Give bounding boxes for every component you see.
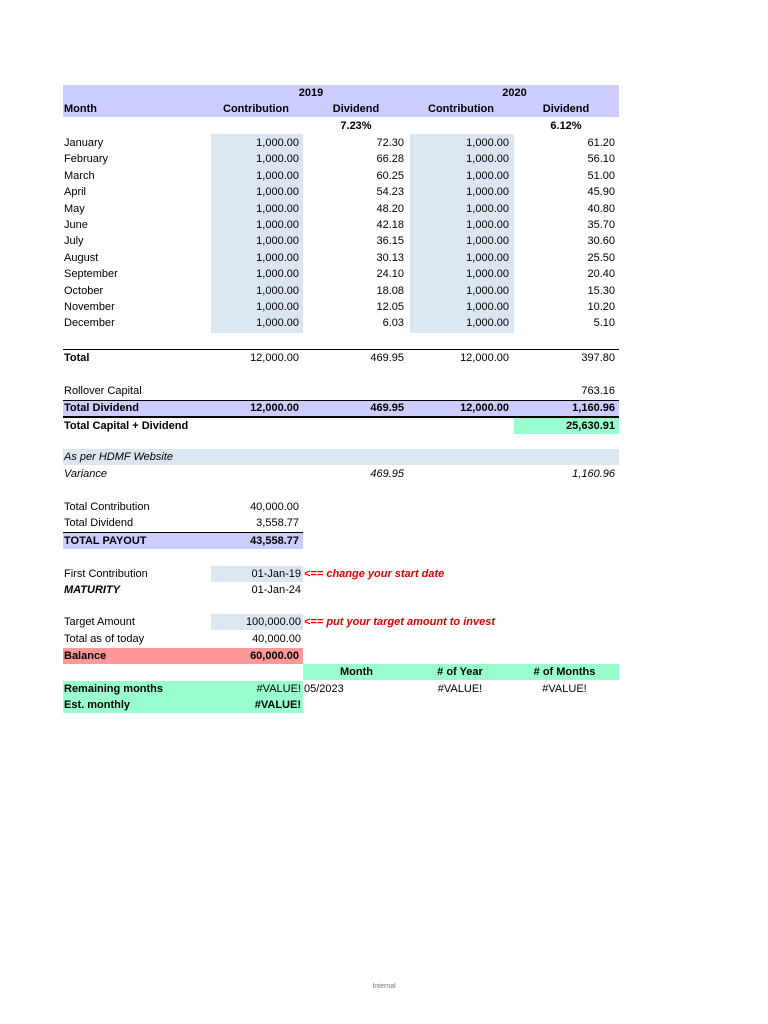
- total-dividend-d1: 469.95: [370, 402, 404, 414]
- total-capital-label: Total Capital + Dividend: [64, 420, 189, 432]
- year-2019-label: 2019: [298, 87, 324, 99]
- variance-2019: 469.95: [370, 468, 404, 480]
- contribution-2020: 1,000.00: [466, 317, 509, 330]
- target-label: Target Amount: [64, 616, 135, 628]
- dividend-header-2020: Dividend: [542, 103, 590, 115]
- total-dividend-c1: 12,000.00: [250, 402, 299, 414]
- dividend-2020: 10.20: [587, 301, 615, 313]
- start-date-note: <== change your start date: [304, 568, 445, 580]
- est-label: Est. monthly: [63, 697, 303, 713]
- contribution-2020: 1,000.00: [466, 251, 509, 264]
- contribution-2019: 1,000.00: [256, 202, 299, 215]
- total-dividend-c2: 12,000.00: [460, 402, 509, 414]
- contribution-2019: 1,000.00: [256, 284, 299, 297]
- summary-payout-value: 43,558.77: [250, 535, 299, 547]
- total-c1: 12,000.00: [250, 352, 299, 364]
- rollover-value: 763.16: [581, 385, 615, 397]
- table-row: [63, 250, 619, 266]
- rate-2019: 7.23%: [340, 120, 372, 132]
- balance-row: [63, 648, 303, 664]
- month-name: May: [64, 202, 85, 215]
- dividend-2020: 51.00: [587, 169, 615, 182]
- table-row: [63, 299, 619, 315]
- calc-year-header: # of Year: [437, 666, 483, 678]
- total-c2: 12,000.00: [460, 352, 509, 364]
- variance-row: [63, 466, 619, 482]
- target-amount-input[interactable]: 100,000.00: [211, 614, 303, 630]
- variance-2020: 1,160.96: [572, 468, 615, 480]
- calc-months-value: #VALUE!: [542, 683, 587, 695]
- target-amount-note: <== put your target amount to invest: [304, 616, 496, 628]
- contribution-2020: 1,000.00: [466, 202, 509, 215]
- month-name: December: [64, 317, 115, 330]
- summary-dividend-label: Total Dividend: [64, 517, 134, 529]
- month-name: October: [64, 284, 104, 297]
- est-value: #VALUE!: [254, 699, 301, 711]
- table-row: [63, 283, 619, 299]
- dividend-2019: 12.05: [376, 301, 404, 313]
- dividend-2020: 20.40: [587, 268, 615, 281]
- variance-label: Variance: [64, 468, 108, 480]
- table-row: [63, 266, 619, 282]
- total-capital-row: [63, 418, 619, 434]
- table-row: [63, 217, 619, 233]
- target-row: [63, 614, 619, 630]
- dividend-2020: 35.70: [587, 219, 615, 231]
- today-label: Total as of today: [64, 633, 145, 645]
- month-name: April: [64, 186, 87, 199]
- year-2020-label: 2020: [502, 87, 527, 99]
- today-row: [63, 631, 303, 647]
- maturity-label: MATURITY: [64, 584, 121, 596]
- today-value: 40,000.00: [252, 633, 301, 645]
- dividend-header-2019: Dividend: [332, 103, 380, 115]
- dividend-2019: 72.30: [376, 137, 404, 149]
- dividend-2019: 6.03: [382, 317, 404, 330]
- dividend-2020: 45.90: [587, 186, 615, 199]
- calc-month-value: 05/2023: [304, 683, 344, 695]
- rollover-row: [63, 383, 619, 399]
- table-header: [63, 85, 619, 117]
- total-d1: 469.95: [370, 352, 404, 364]
- contribution-2020: 1,000.00: [466, 301, 509, 313]
- table-row: [63, 201, 619, 217]
- rate-2020: 6.12%: [550, 120, 582, 132]
- total-row: [63, 350, 619, 366]
- month-name: July: [64, 235, 84, 248]
- dividend-2020: 5.10: [593, 317, 615, 330]
- table-row: [63, 135, 619, 151]
- dividend-2019: 66.28: [376, 153, 404, 166]
- total-capital-value: 25,630.91: [514, 418, 619, 434]
- table-row: [63, 233, 619, 249]
- contribution-2019: 1,000.00: [256, 219, 299, 231]
- month-name: February: [64, 153, 109, 166]
- calc-year-value: #VALUE!: [437, 683, 483, 695]
- dividend-2019: 24.10: [376, 268, 404, 281]
- remaining-value: #VALUE!: [256, 683, 301, 695]
- contribution-header-2020: Contribution: [428, 103, 494, 115]
- calc-month-header: Month: [340, 666, 373, 678]
- maturity-value: 01-Jan-24: [251, 584, 301, 596]
- remaining-row: [63, 681, 619, 697]
- contribution-2020: 1,000.00: [466, 235, 509, 248]
- contribution-header-2019: Contribution: [223, 103, 289, 115]
- rate-row: [63, 118, 619, 134]
- dividend-2019: 42.18: [376, 219, 404, 231]
- month-name: January: [64, 137, 104, 149]
- contribution-2019: 1,000.00: [256, 137, 299, 149]
- dividend-2019: 18.08: [376, 284, 404, 297]
- dividend-2020: 30.60: [587, 235, 615, 248]
- hdmf-row: [63, 449, 619, 465]
- dividend-2020: 15.30: [587, 284, 615, 297]
- table-row: [63, 151, 619, 167]
- first-contribution-row: [63, 566, 619, 582]
- contribution-2019: 1,000.00: [256, 268, 299, 281]
- contribution-2020: 1,000.00: [466, 169, 509, 182]
- start-date-input[interactable]: 01-Jan-19: [211, 566, 303, 582]
- month-name: November: [64, 301, 115, 313]
- contribution-2019: 1,000.00: [256, 153, 299, 166]
- month-name: September: [64, 268, 118, 281]
- table-row: [63, 168, 619, 184]
- dividend-2019: 48.20: [376, 202, 404, 215]
- contribution-2020: 1,000.00: [466, 219, 509, 231]
- contribution-2019: 1,000.00: [256, 169, 299, 182]
- summary-dividend-value: 3,558.77: [256, 517, 299, 529]
- table-row: [63, 315, 619, 331]
- month-name: June: [64, 219, 88, 231]
- total-label: Total: [64, 352, 90, 364]
- balance-label: Balance: [64, 650, 107, 662]
- dividend-2020: 61.20: [587, 137, 615, 149]
- contribution-2019: 1,000.00: [256, 235, 299, 248]
- summary-dividend-row: [63, 515, 303, 531]
- summary-contribution-value: 40,000.00: [250, 501, 299, 513]
- footer-label: Internal: [372, 983, 396, 990]
- first-contribution-label: First Contribution: [64, 568, 148, 580]
- contribution-2019: 1,000.00: [256, 186, 299, 199]
- contribution-2020: 1,000.00: [466, 137, 509, 149]
- est-row: [63, 697, 303, 713]
- summary-contribution-row: [63, 499, 303, 515]
- dividend-2020: 25.50: [587, 251, 615, 264]
- summary-payout-row: [63, 532, 303, 549]
- contribution-2020: 1,000.00: [466, 284, 509, 297]
- total-d2: 397.80: [581, 352, 615, 364]
- dividend-2019: 54.23: [376, 186, 404, 199]
- contribution-2020: 1,000.00: [466, 153, 509, 166]
- dividend-2019: 60.25: [376, 169, 404, 182]
- contribution-2019: 1,000.00: [256, 301, 299, 313]
- total-dividend-d2: 1,160.96: [572, 402, 615, 414]
- total-dividend-row: [63, 400, 619, 418]
- month-name: March: [64, 169, 95, 182]
- balance-value: 60,000.00: [250, 650, 299, 662]
- summary-contribution-label: Total Contribution: [64, 501, 150, 513]
- contribution-2019: 1,000.00: [256, 251, 299, 264]
- table-row: [63, 184, 619, 200]
- contribution-2020: 1,000.00: [466, 186, 509, 199]
- contribution-2020: 1,000.00: [466, 268, 509, 281]
- dividend-2020: 40.80: [587, 202, 615, 215]
- maturity-row: [63, 582, 619, 598]
- contribution-2019: 1,000.00: [256, 317, 299, 330]
- total-dividend-label: Total Dividend: [64, 402, 139, 414]
- month-header: Month: [64, 103, 97, 115]
- calc-months-header: # of Months: [533, 666, 596, 678]
- hdmf-label: As per HDMF Website: [64, 451, 174, 463]
- remaining-label: Remaining months: [63, 681, 303, 697]
- dividend-2019: 36.15: [376, 235, 404, 248]
- dividend-2020: 56.10: [587, 153, 615, 166]
- summary-payout-label: TOTAL PAYOUT: [64, 535, 147, 547]
- rollover-label: Rollover Capital: [64, 385, 142, 397]
- calc-header: [303, 664, 619, 680]
- month-name: August: [64, 251, 99, 264]
- dividend-2019: 30.13: [376, 251, 404, 264]
